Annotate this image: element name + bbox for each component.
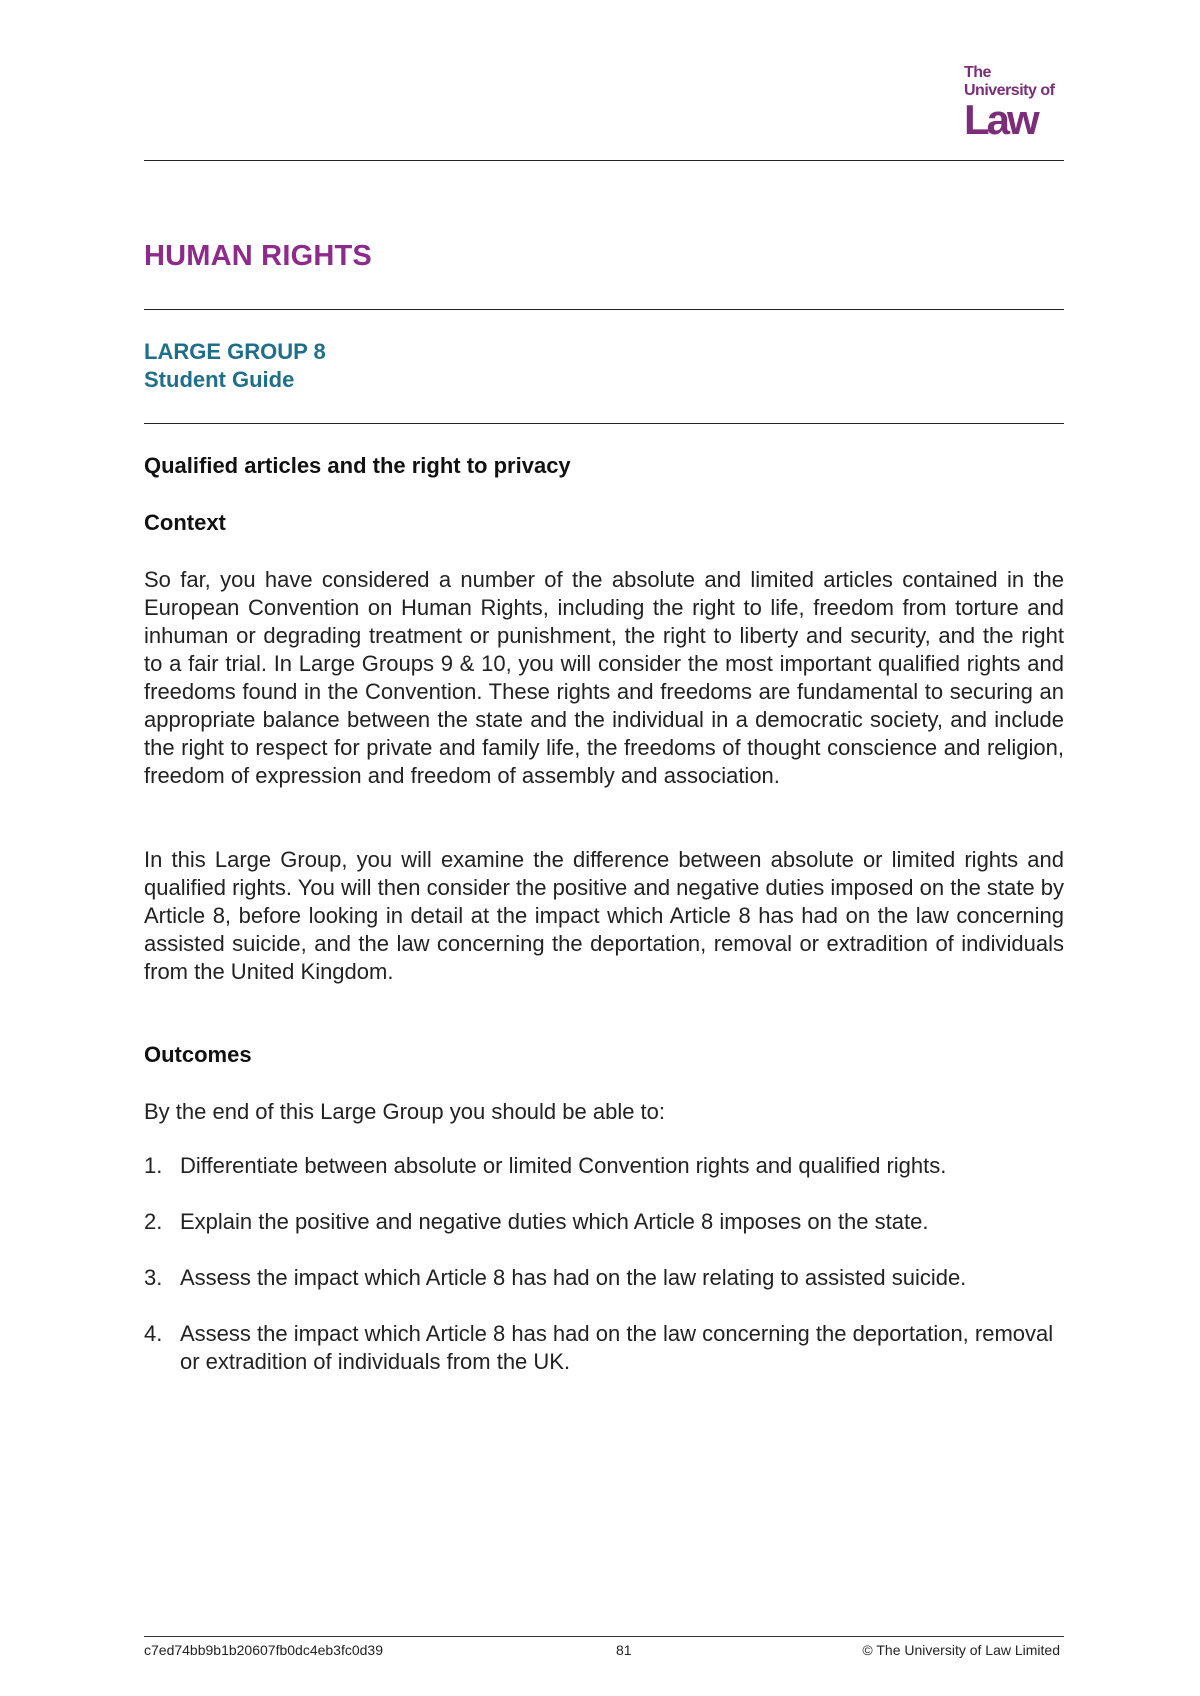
document-hash: c7ed74bb9b1b20607fb0dc4eb3fc0d39 [144,1642,384,1658]
copyright-notice: © The University of Law Limited [862,1642,1060,1658]
outcome-item-2 [144,1208,1064,1236]
outcomes-list [144,1152,1064,1404]
subtitle-group: LARGE GROUP 8 [144,339,326,364]
context-paragraph-1: So far, you have considered a number of the absolute and limited articles contained in the European Convention on Human Rights, including the right to life, freedom from torture and inhuman or degrading treatment or punishment, the right to liberty and security, and the right to a fair trial. In Large Groups 9 & 10, you will consider the most important qualified rights and freedoms found in the Convention. These rights and freedoms are fundamental to securing an appropriate balance between the state and the individual in a democratic society, and include the right to respect for private and family life, the freedoms of thought conscience and religion, freedom of expression and freedom of assembly and association. [144,567,1064,788]
subtitle-divider [144,423,1064,424]
outcome-text: Assess the impact which Article 8 has had on the law concerning the deportation, removal or extradition of individuals from the UK. [180,1321,1054,1374]
context-heading: Context [144,510,226,535]
subtitle-guide: Student Guide [144,367,295,392]
outcome-item-3 [144,1264,1064,1292]
header-divider [144,160,1064,161]
university-of-law-logo [964,64,1064,143]
outcome-item-4 [144,1320,1064,1376]
title-divider [144,309,1064,310]
logo-line-2: University of [964,82,1055,99]
outcomes-heading: Outcomes [144,1042,252,1067]
section-heading: Qualified articles and the right to privacy [144,453,571,478]
outcome-text: Differentiate between absolute or limited Convention rights and qualified rights. [180,1153,947,1178]
context-paragraph-2: In this Large Group, you will examine the difference between absolute or limited rights and qualified rights. You will then consider the positive and negative duties imposed on the state by Article 8, before looking in detail at the impact which Article 8 has had on the law concerning assisted suicide, and the law concerning the deportation, removal or extradition of individuals from the United Kingdom. [144,847,1064,984]
document-title: HUMAN RIGHTS [144,240,372,272]
logo-line-3: Law [964,96,1037,143]
outcome-number: 1. [144,1153,163,1178]
logo-line-1: The [964,64,991,81]
outcome-text: Assess the impact which Article 8 has had on the law relating to assisted suicide. [180,1265,967,1290]
outcome-item-1 [144,1152,1064,1180]
outcomes-intro: By the end of this Large Group you should be able to: [144,1099,666,1124]
footer-divider [144,1636,1064,1637]
outcome-text: Explain the positive and negative duties which Article 8 imposes on the state. [180,1209,929,1234]
page-number: 81 [616,1642,632,1658]
outcome-number: 2. [144,1209,163,1234]
outcome-number: 4. [144,1321,163,1346]
outcome-number: 3. [144,1265,163,1290]
document-subtitle [144,338,326,394]
